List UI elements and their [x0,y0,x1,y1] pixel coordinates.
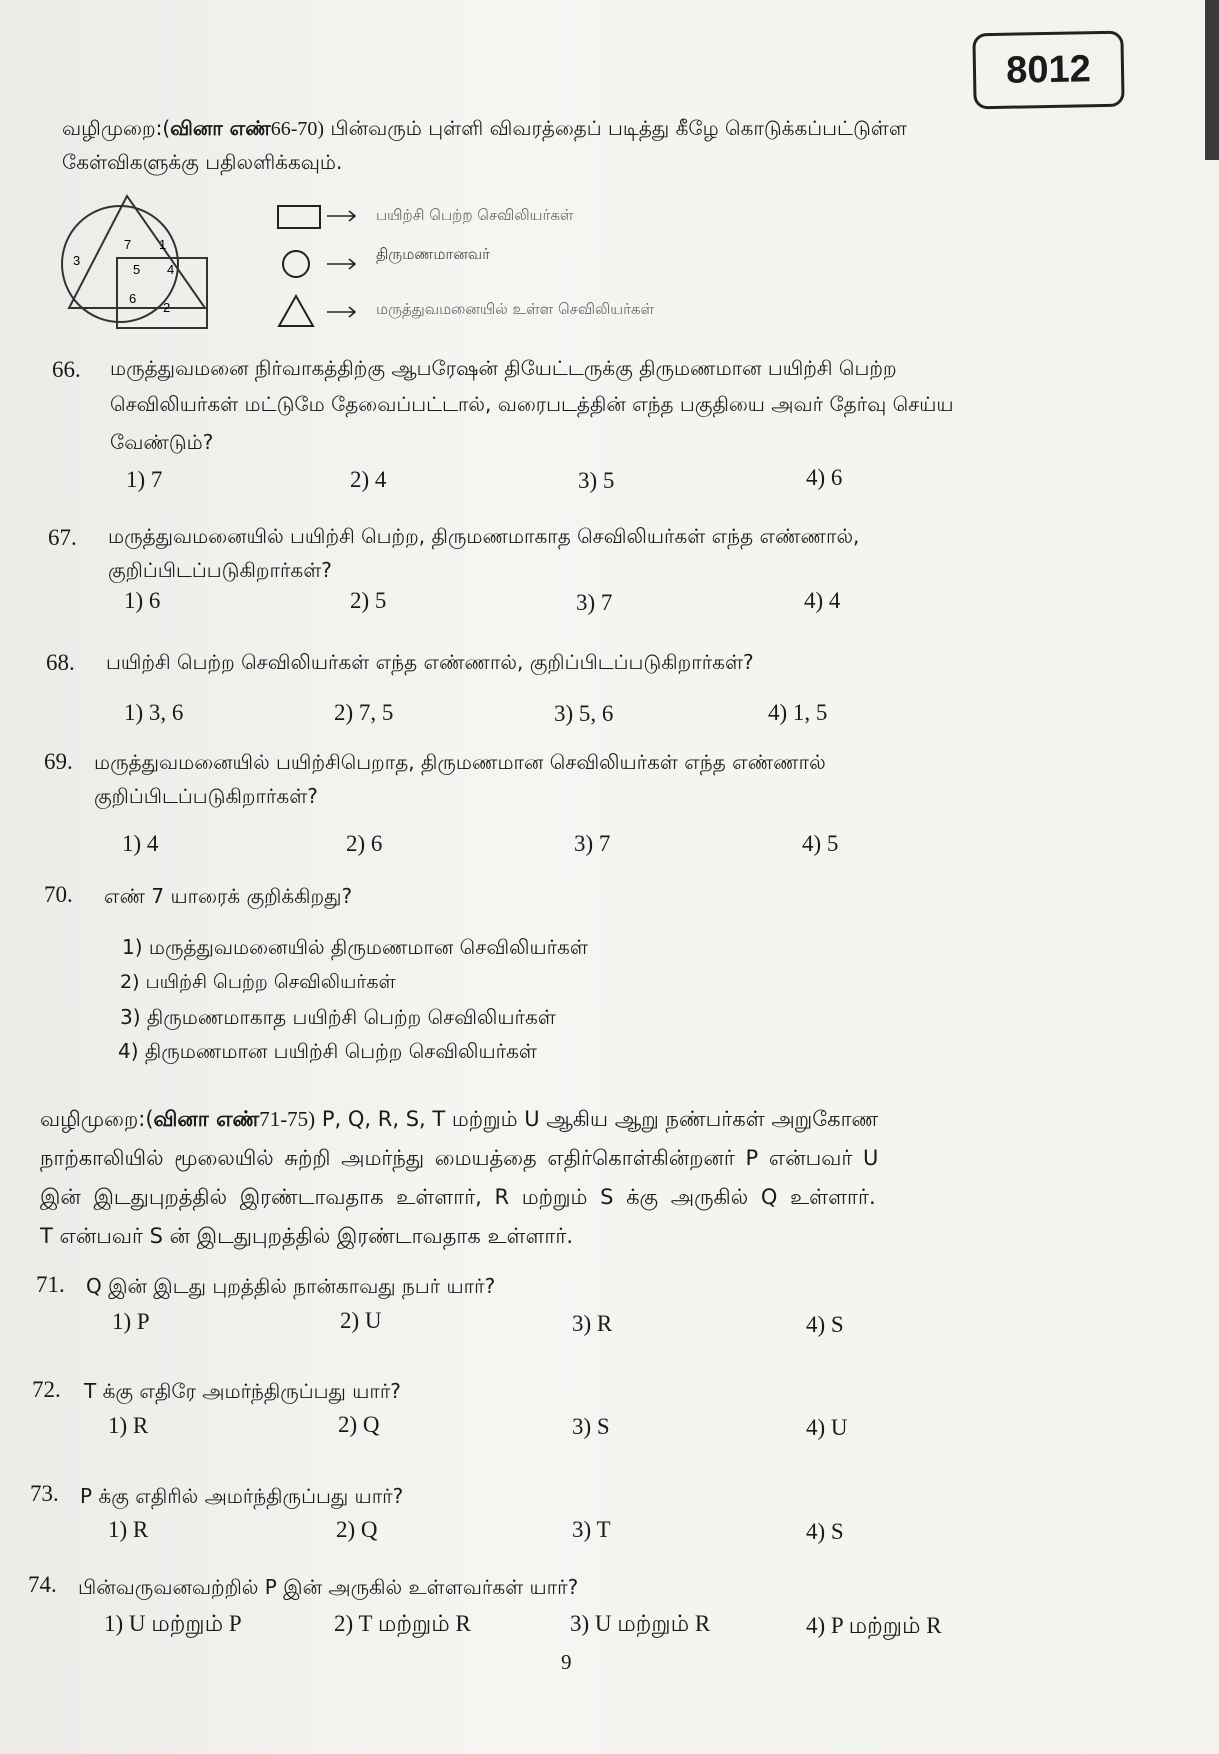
option-2[interactable]: 2) 4 [350,467,387,492]
instruction1-prefix: வழிமுறை:( [62,116,171,140]
option-2[interactable]: 2) Q [338,1412,380,1437]
question-text: T க்கு எதிரே அமர்ந்திருப்பது யார்? [84,1379,401,1403]
region-4: 4 [167,262,175,277]
instruction2-rest: P, Q, R, S, T மற்றும் U ஆகிய ஆறு நண்பர்கள் அறுகோண [315,1107,879,1131]
instruction1-range: 66-70) [270,118,325,140]
instruction1-bold: வினா எண் [170,116,271,140]
legend-circle-text: திருமணமானவர் [376,245,490,263]
option-2[interactable]: 2) பயிற்சி பெற்ற செவிலியர்கள் [120,971,396,993]
page-number: 9 [561,1650,572,1674]
option-1[interactable]: 1) மருத்துவமனையில் திருமணமான செவிலியர்கள் [122,935,588,959]
option-1[interactable]: 1) 6 [124,588,161,613]
option-1[interactable]: 1) U மற்றும் P [104,1611,242,1636]
option-3[interactable]: 3) T [572,1517,611,1542]
page-edge-shadow [1205,0,1219,160]
instruction2-line4: T என்பவர் S ன் இடதுபுறத்தில் இரண்டாவதாக உள்ளார். [40,1224,574,1248]
option-4[interactable]: 4) 4 [804,588,841,613]
option-1[interactable]: 1) P [112,1309,150,1334]
hospital-triangle [69,196,205,308]
region-6: 6 [129,291,137,306]
option-2[interactable]: 2) 6 [346,831,383,856]
question-number: 70. [44,882,73,907]
option-2[interactable]: 2) T மற்றும் R [334,1611,471,1636]
option-1[interactable]: 1) R [108,1413,149,1438]
question-text: P க்கு எதிரில் அமர்ந்திருப்பது யார்? [80,1484,404,1508]
instruction2-line2: நாற்காலியில் மூலையில் சுற்றி அமர்ந்து மையத்தை எதிர்கொள்கின்றனர் P என்பவர் U [40,1146,879,1170]
option-1[interactable]: 1) 3, 6 [124,700,184,725]
question-number: 73. [30,1481,59,1506]
question-number: 69. [44,749,73,774]
option-4[interactable]: 4) U [806,1415,848,1440]
option-3[interactable]: 3) R [572,1311,613,1336]
option-3[interactable]: 3) திருமணமாகாத பயிற்சி பெற்ற செவிலியர்கள் [120,1005,556,1029]
venn-diagram [55,192,215,337]
option-1[interactable]: 1) 4 [122,831,159,856]
legend-shapes [275,200,365,335]
option-4[interactable]: 4) 1, 5 [768,700,828,725]
question-text: மருத்துவமனையில் பயிற்சி பெற்ற, திருமணமாகாத செவிலியர்கள் எந்த எண்ணால், [108,524,860,548]
legend-triangle-text: மருத்துவமனையில் உள்ள செவிலியர்கள் [376,300,655,318]
option-1[interactable]: 1) R [108,1517,149,1542]
option-3[interactable]: 3) 5, 6 [554,701,614,726]
instruction2-bold: வினா எண் [153,1107,260,1131]
question-number: 66. [52,357,81,382]
option-4[interactable]: 4) P மற்றும் R [806,1613,942,1638]
rectangle-icon [278,206,320,228]
question-text: மருத்துவமனை நிர்வாகத்திற்கு ஆபரேஷன் தியேட்டருக்கு திருமணமான பயிற்சி பெற்ற [110,356,897,380]
paper-code: 8012 [1005,47,1092,92]
option-3[interactable]: 3) 7 [574,831,611,856]
instruction2-prefix: வழிமுறை:( [40,1107,154,1131]
instruction2-range: 71-75) [259,1107,316,1131]
instruction1-line1 [62,118,907,139]
option-1[interactable]: 1) 7 [126,467,163,492]
question-text: பின்வருவனவற்றில் P இன் அருகில் உள்ளவர்கள் யார்? [78,1575,579,1599]
option-4[interactable]: 4) 5 [802,831,839,856]
option-2[interactable]: 2) U [340,1308,382,1333]
option-4[interactable]: 4) 6 [806,465,843,490]
question-number: 68. [46,650,75,675]
question-number: 72. [32,1377,61,1402]
region-3: 3 [73,253,81,268]
option-3[interactable]: 3) 7 [576,590,613,615]
question-number: 71. [36,1272,65,1297]
triangle-icon [279,296,313,326]
instruction2-line3: இன் இடதுபுறத்தில் இரண்டாவதாக உள்ளார், R மற்றும் S க்கு அருகில் Q உள்ளார். [40,1185,876,1209]
option-3[interactable]: 3) 5 [578,468,615,493]
question-text: செவிலியர்கள் மட்டுமே தேவைப்பட்டால், வரைபடத்தின் எந்த பகுதியை அவர் தேர்வு செய்ய [110,392,954,416]
option-4[interactable]: 4) S [806,1312,844,1337]
option-2[interactable]: 2) 7, 5 [334,700,394,725]
option-3[interactable]: 3) U மற்றும் R [570,1611,711,1636]
circle-icon [283,251,309,277]
question-text: பயிற்சி பெற்ற செவிலியர்கள் எந்த எண்ணால், குறிப்பிடப்படுகிறார்கள்? [106,650,754,674]
region-7: 7 [124,237,132,252]
question-number: 74. [28,1572,57,1597]
instruction2-line1 [40,1109,878,1130]
option-4[interactable]: 4) S [806,1519,844,1544]
instruction1-rest: பின்வரும் புள்ளி விவரத்தைப் படித்து கீழே கொடுக்கப்பட்டுள்ள [324,116,907,140]
question-text: எண் 7 யாரைக் குறிக்கிறது? [104,884,353,908]
question-text: வேண்டும்? [110,430,214,454]
instruction1-line2: கேள்விகளுக்கு பதிலளிக்கவும். [62,150,343,174]
option-2[interactable]: 2) 5 [350,588,387,613]
option-3[interactable]: 3) S [572,1414,610,1439]
question-text: குறிப்பிடப்படுகிறார்கள்? [94,784,318,808]
question-number: 67. [48,525,77,550]
region-1: 1 [159,237,167,252]
option-4[interactable]: 4) திருமணமான பயிற்சி பெற்ற செவிலியர்கள் [118,1039,537,1063]
question-text: மருத்துவமனையில் பயிற்சிபெறாத, திருமணமான செவிலியர்கள் எந்த எண்ணால் [94,750,826,774]
option-2[interactable]: 2) Q [336,1517,378,1542]
region-5: 5 [133,262,141,277]
question-text: Q இன் இடது புறத்தில் நான்காவது நபர் யார்? [86,1274,496,1298]
legend-rectangle-text: பயிற்சி பெற்ற செவிலியர்கள் [376,206,574,224]
question-text: குறிப்பிடப்படுகிறார்கள்? [108,558,332,582]
region-2: 2 [163,300,171,315]
paper-code-box [972,31,1124,110]
